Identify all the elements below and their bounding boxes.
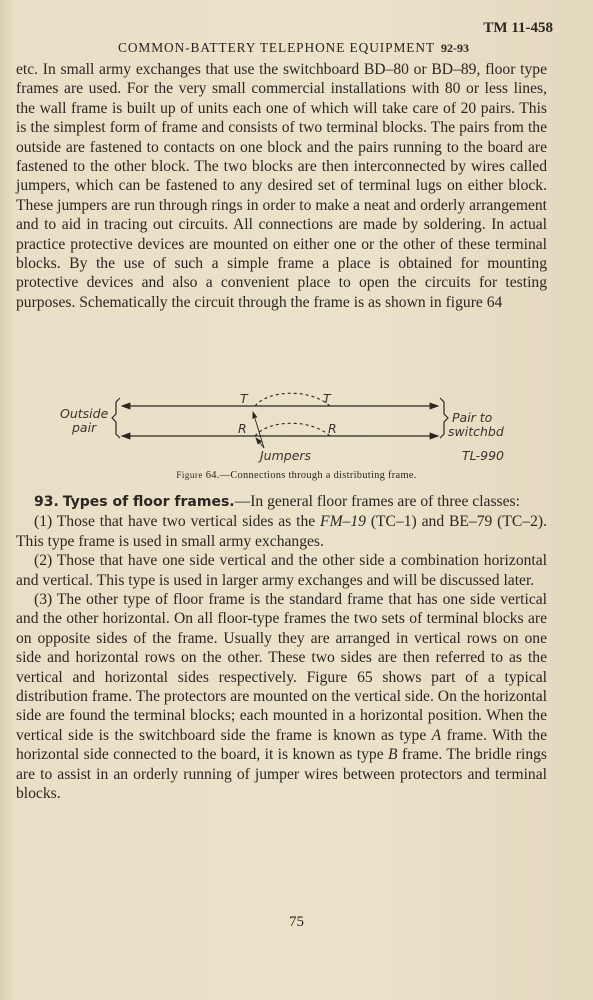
list-item-3-text-c: frame. The bridle rings are to assist in an orderly running of jumper wires between protectors and terminal blocks. [16, 746, 547, 803]
page-number: 75 [289, 914, 304, 930]
figure-64-diagram [40, 388, 560, 468]
label-switchbd: switchbd [448, 424, 504, 439]
label-pair: pair [72, 420, 97, 435]
r-jumper-curve [255, 423, 330, 436]
running-header [118, 40, 469, 56]
intro-paragraph [16, 60, 547, 312]
type-b-label: B [388, 746, 398, 764]
list-item-3-text-b: frame. With the horizontal side connected to the board, it is known as type [16, 726, 547, 764]
section-93 [16, 492, 547, 804]
jumpers-pointer-1 [253, 412, 264, 448]
section-lead: —In general floor frames are of three classes: [234, 493, 520, 510]
list-item-3-text-a: (3) The other type of floor frame is the standard frame that has one side vertical and the other horizontal. On all floor-type frames the two sets of terminal blocks are on opposite sides of the frame. Usually they are arranged in vertical rows on one side and horizontal rows on the other. These two sides are then referred to as the vertical and horizontal sides respectively. Figure 65 shows part of a typical distribution frame. The protectors are mounted on the vertical side. On the horizontal side are found the terminal blocks; each mounted in a horizontal position. When the vertical side is the switchboard side the frame is known as type [16, 591, 547, 744]
manual-number: TM 11-458 [483, 20, 553, 36]
caption-lead: Figure [176, 470, 203, 480]
right-bracket [440, 398, 448, 438]
running-title: COMMON-BATTERY TELEPHONE EQUIPMENT [118, 40, 436, 55]
label-jumpers: Jumpers [260, 448, 312, 463]
model-fm19: FM–19 [320, 513, 366, 531]
section-93-heading-paragraph [16, 492, 547, 512]
label-outside: Outside [60, 406, 109, 421]
label-pair-to: Pair to [452, 410, 493, 425]
left-bracket [112, 398, 120, 438]
caption-text: 64.—Connections through a distributing frame. [205, 470, 417, 481]
intro-text: etc. In small army exchanges that use the switchboard BD–80 or BD–89, floor type frames are used. For the very small commercial installations with 80 or less lines, the wall frame is built up of units each one of which will take care of 20 pairs. This is the simplest form of frame and consists of two terminal blocks. The pairs from the outside are fastened to contacts on one block and the pairs running to the board are fastened to the other block. The two blocks are then interconnected by wires called jumpers, which can be fastened to any desired set of terminal lugs on either block. These jumpers are run through rings in order to make a neat and orderly arrangement and to aid in tracing out circuits. All connections are made by soldering. In actual practice protective devices are mounted on either one or the other of these terminal blocks. By the use of such a simple frame a place is obtained for mounting protective devices and also a convenient place to open the circuits for testing purposes. Schematically the circuit through the frame is as shown in figure 64 [16, 61, 547, 311]
label-r-right: R [328, 421, 337, 436]
list-item-2: (2) Those that have one side vertical and the other side a combination horizontal and vertical. This type is used in larger army exchanges and will be discussed later. [16, 552, 547, 589]
label-t-left: T [240, 391, 248, 406]
section-heading: Types of floor frames. [62, 494, 235, 510]
figure-64 [40, 388, 560, 468]
list-item-1-text-b: (TC–1) and BE–79 (TC–2). This type frame is used in small army exchanges. [16, 513, 547, 550]
label-t-right: T [323, 391, 331, 406]
section-number: 93. [34, 494, 59, 510]
label-r-left: R [238, 421, 247, 436]
list-item-1 [16, 512, 547, 551]
list-item-1-text-a: (1) Those that have two vertical sides as the [34, 513, 321, 531]
type-a-label: A [431, 726, 442, 744]
label-figure-code: TL-990 [462, 448, 504, 463]
figure-caption [0, 470, 593, 481]
t-jumper-curve [255, 393, 330, 406]
list-item-3 [16, 590, 547, 803]
paragraph-range: 92-93 [441, 41, 470, 55]
